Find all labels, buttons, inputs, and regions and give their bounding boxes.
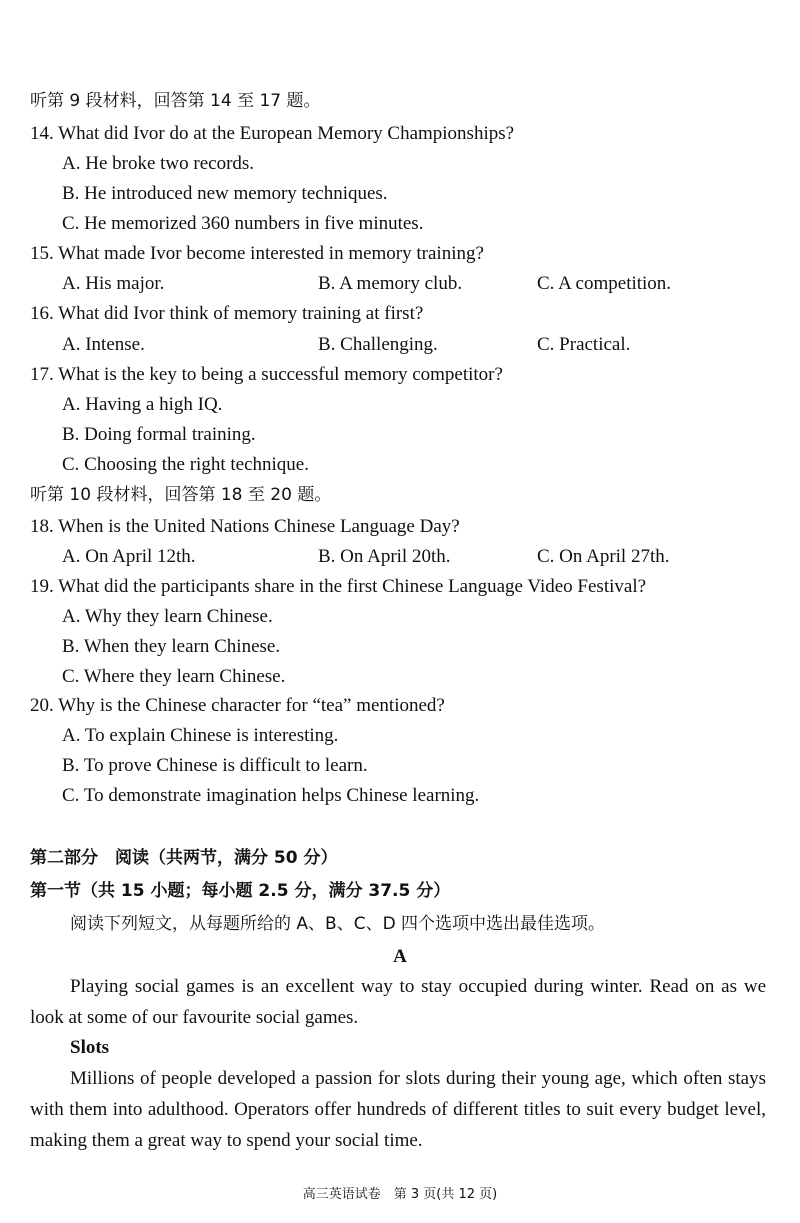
question-16-option-c: C. Practical. bbox=[537, 334, 631, 355]
question-14: 14. What did Ivor do at the European Memory Championships? bbox=[30, 123, 515, 144]
passage-body: Millions of people developed a passion for slots during their young age, which often stays with them into adulthood. Operators offer hundreds of different titles to suit every budget level, making them a great way to spend your social time. bbox=[30, 1068, 766, 1151]
question-19-option-b: B. When they learn Chinese. bbox=[62, 636, 281, 657]
page-footer: 高三英语试卷 第 3 页(共 12 页) bbox=[302, 1187, 498, 1202]
question-18-option-c: C. On April 27th. bbox=[537, 546, 670, 567]
question-15-option-c: C. A competition. bbox=[537, 273, 672, 294]
passage-intro: Playing social games is an excellent way to stay occupied during winter. Read on as we look at some of our favourite social games. bbox=[30, 976, 766, 1028]
question-20-option-a: A. To explain Chinese is interesting. bbox=[62, 725, 339, 746]
question-15-option-a: A. His major. bbox=[62, 273, 165, 294]
question-18-option-a: A. On April 12th. bbox=[62, 546, 196, 567]
question-19: 19. What did the participants share in the first Chinese Language Video Festival? bbox=[30, 576, 647, 597]
listening-9-instruction: 听第 9 段材料，回答第 14 至 17 题。 bbox=[30, 91, 321, 111]
question-16-option-b: B. Challenging. bbox=[318, 334, 438, 355]
listening-10-instruction: 听第 10 段材料，回答第 18 至 20 题。 bbox=[30, 485, 332, 505]
reading-part-title: 第二部分 阅读（共两节，满分 50 分） bbox=[30, 848, 338, 868]
question-16: 16. What did Ivor think of memory training at first? bbox=[30, 303, 424, 324]
question-20-option-b: B. To prove Chinese is difficult to learn. bbox=[62, 755, 368, 776]
question-14-option-b: B. He introduced new memory techniques. bbox=[62, 183, 388, 204]
question-17-option-b: B. Doing formal training. bbox=[62, 424, 256, 445]
question-15-option-b: B. A memory club. bbox=[318, 273, 463, 294]
question-15: 15. What made Ivor become interested in memory training? bbox=[30, 243, 484, 264]
passage-letter: A bbox=[393, 946, 407, 967]
question-18-option-b: B. On April 20th. bbox=[318, 546, 451, 567]
question-16-option-a: A. Intense. bbox=[62, 334, 145, 355]
passage-subheading: Slots bbox=[70, 1037, 110, 1058]
question-20-option-c: C. To demonstrate imagination helps Chinese learning. bbox=[62, 785, 480, 806]
question-18: 18. When is the United Nations Chinese Language Day? bbox=[30, 516, 460, 537]
reading-instruction: 阅读下列短文，从每题所给的 A、B、C、D 四个选项中选出最佳选项。 bbox=[70, 914, 606, 934]
question-20: 20. Why is the Chinese character for “tea” mentioned? bbox=[30, 695, 445, 716]
question-14-option-a: A. He broke two records. bbox=[62, 153, 255, 174]
question-17: 17. What is the key to being a successful memory competitor? bbox=[30, 364, 503, 385]
question-19-option-a: A. Why they learn Chinese. bbox=[62, 606, 273, 627]
question-17-option-c: C. Choosing the right technique. bbox=[62, 454, 309, 475]
reading-section-title: 第一节（共 15 小题；每小题 2.5 分，满分 37.5 分） bbox=[30, 881, 451, 901]
question-14-option-c: C. He memorized 360 numbers in five minutes. bbox=[62, 213, 424, 234]
question-19-option-c: C. Where they learn Chinese. bbox=[62, 666, 286, 687]
question-17-option-a: A. Having a high IQ. bbox=[62, 394, 223, 415]
